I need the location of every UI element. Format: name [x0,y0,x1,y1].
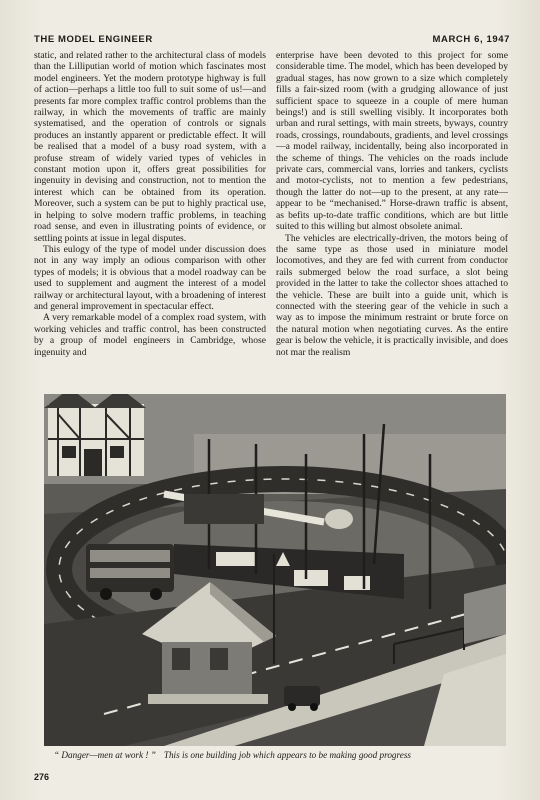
photo-illustration [44,394,506,746]
paragraph: The vehicles are electrically-driven, the motors being of the same type as those used in miniature model locomotives, and they are fed with current from conductor rails submerged below the road surface, a slot being provided in the latter to take the collector shoes attached to the vehicle. These are built into a guide unit, which is connected with the steering gear of the vehicle in such a way as to impose the minimum restraint or brute force on the natural motion when negotiating curves. As the entire gear is below the vehicle, it is practically invisible, and does not mar the realism [276,232,508,358]
model-road-photograph [44,394,506,746]
paragraph: static, and related rather to the architectural class of models than the Lilliputian world of motion which fascinates most model engineers. Yet the modern prototype highway is full of action—perhaps a little too full to suit some of us!—and presents far more complex traffic control problems than the railway, in which the movements of traffic are mainly systematised, and the operation of controls or signals produces an instantly apparent or predictable effect. It will be realised that a model of a busy road system, with a profuse stream of widely varied types of vehicles in constant motion upon it, offers great possibilities for ingenuity in devising and construction, not to mention the interest which can be obtained from its operation. Moreover, such a system can be put to highly practical use, in helping to solve modern traffic problems, in teaching road sense, and even in illustrating points of evidence, or settling points at issue in legal disputes. [34,50,266,244]
paragraph: This eulogy of the type of model under discussion does not in any way imply an odious comparison with other types of models; it is obvious that a model roadway can be used to supplement and augment the interest of a model railway or architectural layout, with a broadening of interest and general improvement in spectacular effect. [34,243,266,312]
left-column [34,50,266,380]
page-number: 276 [34,772,50,782]
article-body [34,50,508,380]
running-header [34,34,510,45]
paragraph: A very remarkable model of a complex road system, with working vehicles and traffic control, has been constructed by a group of model engineers in Cambridge, whose ingenuity and [34,312,266,358]
magazine-title: THE MODEL ENGINEER [34,34,153,45]
paragraph: enterprise have been devoted to this project for some considerable time. The model, which has been developed by gradual stages, has now grown to a size which completely fills a fair-sized room (with a grudging allowance of just sufficient space to squeeze in a couple of mere human beings!) and is still swelling visibly. It incorporates both urban and rural settings, with main streets, byways, country roads, crossings, roundabouts, gradients, and level crossings—a model railway, incidentally, being also incorporated in the scheme of things. The vehicles on the roads include private cars, commercial vans, lorries and tankers, cyclists and motor-cyclists, not to mention a few pedestrians, though the latter do not—up to the present, at any rate—appear to be “mechanised.” Horse-drawn traffic is absent, as befits up-to-date traffic conditions, which are but little suited to this willing but almost obsolete animal. [276,50,508,233]
right-column [276,50,508,380]
issue-date: MARCH 6, 1947 [432,34,510,45]
caption-quote: “ Danger—men at work ! ” [54,750,156,760]
figure-caption [54,750,514,760]
caption-description: This is one building job which appears to be making good progress [163,750,411,760]
